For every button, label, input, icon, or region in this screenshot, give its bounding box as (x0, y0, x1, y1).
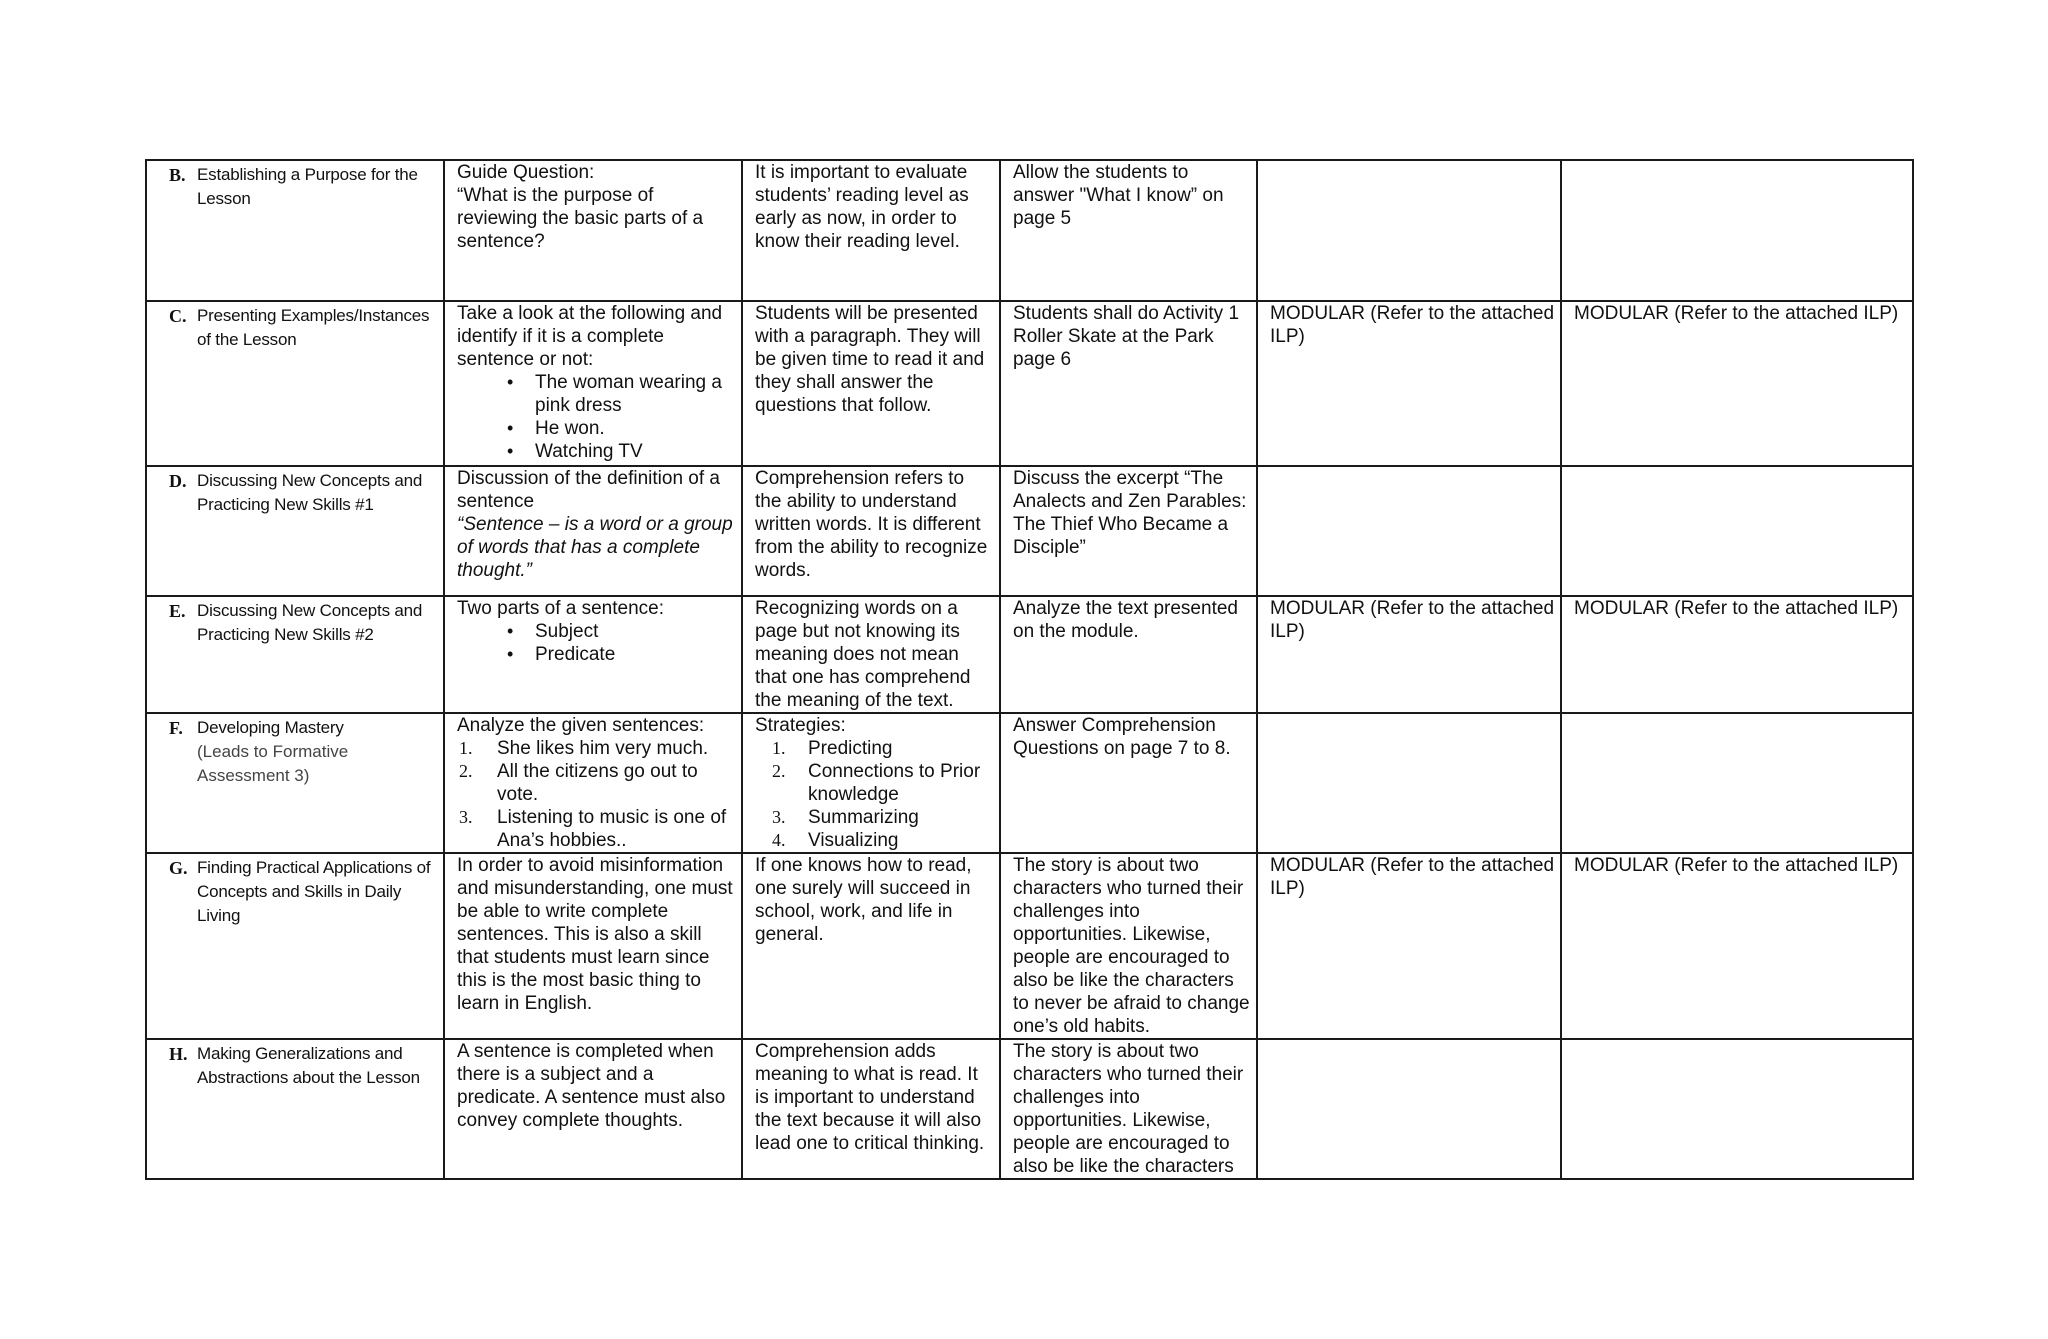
modular-cell (1561, 713, 1913, 853)
strategies-heading: Strategies: (755, 715, 846, 736)
list-item: • Predicate (457, 643, 736, 666)
activity-cell: The story is about two characters who turned their challenges into opportunities. Likewise, people are encouraged to also be like the characters to never be afraid to change one’s old habits. (1000, 853, 1257, 1039)
row-letter: B. (169, 165, 186, 185)
row-label: Making Generalizations and Abstractions about the Lesson (197, 1044, 420, 1087)
sentence-list (457, 737, 736, 852)
list-item: 2. Connections to Prior knowledge (772, 761, 981, 805)
row-label: Finding Practical Applications of Concepts and Skills in Daily Living (197, 858, 431, 925)
row-letter: C. (169, 306, 187, 326)
row-sublabel: (Leads to Formative Assessment 3) (197, 742, 349, 785)
table-row (146, 160, 1913, 301)
procedure-cell (444, 596, 742, 713)
modular-cell (1561, 466, 1913, 596)
rationale-cell: Comprehension adds meaning to what is read. It is important to understand the text because it will also lead one to critical thinking. (742, 1039, 1000, 1179)
list-item: • He won. (457, 417, 736, 440)
instruction-text: Take a look at the following and identify if it is a complete sentence or not: (457, 303, 723, 370)
sentence-definition: “Sentence – is a word or a group of words that has a complete thought.” (457, 514, 733, 581)
row-letter: E. (169, 601, 186, 621)
row-label-cell (146, 301, 444, 466)
row-label: Discussing New Concepts and Practicing New Skills #2 (197, 601, 423, 644)
table-row (146, 466, 1913, 596)
row-letter: F. (169, 718, 183, 738)
activity-cell: Analyze the text presented on the module. (1000, 596, 1257, 713)
activity-cell: Allow the students to answer "What I know” on page 5 (1000, 160, 1257, 301)
activity-cell: Answer Comprehension Questions on page 7 to 8. (1000, 713, 1257, 853)
row-label-cell (146, 713, 444, 853)
list-item: • Watching TV (457, 440, 736, 463)
row-letter: H. (169, 1044, 188, 1064)
modular-cell: MODULAR (Refer to the attached ILP) (1257, 596, 1561, 713)
example-list (457, 371, 736, 463)
guide-question-text: “What is the purpose of reviewing the basic parts of a sentence? (457, 185, 704, 252)
rationale-cell: Recognizing words on a page but not knowing its meaning does not mean that one has comprehend the meaning of the text. (742, 596, 1000, 713)
procedure-cell (444, 301, 742, 466)
table-row (146, 301, 1913, 466)
parts-list (457, 620, 736, 666)
procedure-cell: In order to avoid misinformation and misunderstanding, one must be able to write complete sentences. This is also a skill that students must learn since this is the most basic thing to learn in English. (444, 853, 742, 1039)
modular-cell (1257, 160, 1561, 301)
row-label: Presenting Examples/Instances of the Lesson (197, 306, 430, 349)
row-letter: D. (169, 471, 187, 491)
rationale-cell: If one knows how to read, one surely will succeed in school, work, and life in general. (742, 853, 1000, 1039)
procedure-cell (444, 466, 742, 596)
table-row (146, 1039, 1913, 1179)
modular-cell: MODULAR (Refer to the attached ILP) (1561, 596, 1913, 713)
rationale-cell: Students will be presented with a paragraph. They will be given time to read it and they shall answer the questions that follow. (742, 301, 1000, 466)
strategies-list (755, 737, 994, 852)
list-item: 3. Summarizing (772, 807, 919, 828)
row-label: Establishing a Purpose for the Lesson (197, 165, 418, 208)
modular-cell: MODULAR (Refer to the attached ILP) (1257, 853, 1561, 1039)
row-label-cell (146, 466, 444, 596)
guide-question-heading: Guide Question: (457, 162, 595, 183)
rationale-cell: It is important to evaluate students’ reading level as early as now, in order to know their reading level. (742, 160, 1000, 301)
row-label-cell (146, 1039, 444, 1179)
list-item: 1. Predicting (772, 738, 893, 759)
activity-cell: Discuss the excerpt “The Analects and Zen Parables: The Thief Who Became a Disciple” (1000, 466, 1257, 596)
activity-cell: Students shall do Activity 1 Roller Skate at the Park page 6 (1000, 301, 1257, 466)
analyze-heading: Analyze the given sentences: (457, 715, 705, 736)
table-row (146, 713, 1913, 853)
procedure-cell: A sentence is completed when there is a subject and a predicate. A sentence must also convey complete thoughts. (444, 1039, 742, 1179)
list-item: • The woman wearing a pink dress (457, 371, 736, 417)
procedure-cell (444, 713, 742, 853)
list-item: 1. She likes him very much. (459, 738, 709, 759)
modular-cell: MODULAR (Refer to the attached ILP) (1561, 853, 1913, 1039)
list-item: 4. Visualizing (772, 830, 899, 851)
modular-cell (1561, 1039, 1913, 1179)
row-label: Discussing New Concepts and Practicing New Skills #1 (197, 471, 423, 514)
row-label-cell (146, 160, 444, 301)
table-row (146, 596, 1913, 713)
lesson-plan-table (145, 159, 1914, 1180)
discussion-text: Discussion of the definition of a sentence (457, 468, 720, 512)
rationale-cell (742, 713, 1000, 853)
rationale-cell: Comprehension refers to the ability to understand written words. It is different from the ability to recognize words. (742, 466, 1000, 596)
modular-cell: MODULAR (Refer to the attached ILP) (1257, 301, 1561, 466)
row-label-cell (146, 596, 444, 713)
list-item: 3. Listening to music is one of Ana’s hobbies.. (459, 807, 727, 851)
row-label-cell (146, 853, 444, 1039)
table-row (146, 853, 1913, 1039)
modular-cell (1257, 1039, 1561, 1179)
modular-cell (1257, 466, 1561, 596)
parts-heading: Two parts of a sentence: (457, 598, 665, 619)
modular-cell: MODULAR (Refer to the attached ILP) (1561, 301, 1913, 466)
list-item: 2. All the citizens go out to vote. (459, 761, 698, 805)
row-label: Developing Mastery (197, 718, 344, 737)
activity-cell: The story is about two characters who turned their challenges into opportunities. Likewise, people are encouraged to also be like the characters (1000, 1039, 1257, 1179)
modular-cell (1561, 160, 1913, 301)
row-letter: G. (169, 858, 188, 878)
list-item: • Subject (457, 620, 736, 643)
procedure-cell (444, 160, 742, 301)
modular-cell (1257, 713, 1561, 853)
